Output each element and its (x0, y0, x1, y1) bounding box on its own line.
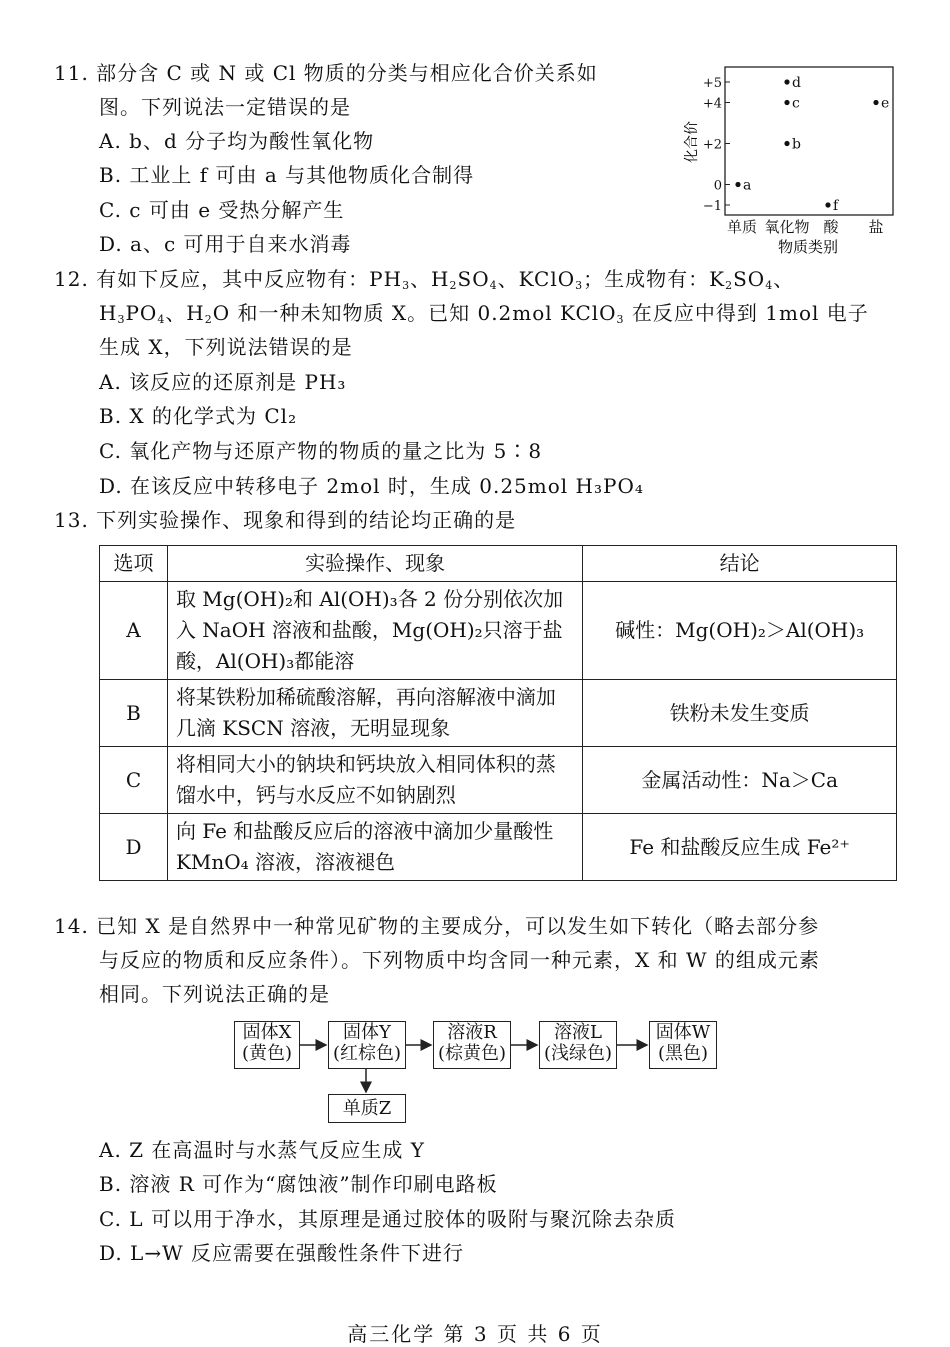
data-point-label: d (792, 75, 801, 91)
q11-option-a: A. b、d 分子均为酸性氧化物 (99, 129, 375, 153)
box-l-color: (浅绿色) (543, 1043, 613, 1064)
q14-option-b: B. 溶液 R 可作为“腐蚀液”制作印刷电路板 (99, 1172, 498, 1196)
data-point-label: e (881, 95, 890, 112)
row-option: D (100, 814, 168, 881)
header-conclusion: 结论 (583, 546, 897, 582)
row-operation: 将相同大小的钠块和钙块放入相同体积的蒸馏水中，钙与水反应不如钠剧烈 (167, 747, 582, 814)
x-category-label: 氧化物 (764, 218, 810, 236)
x-category-label: 盐 (868, 218, 884, 236)
box-element-z: 单质Z (328, 1094, 406, 1123)
box-y-color: (红棕色) (332, 1043, 402, 1064)
q11-stem-line1: 11. 部分含 C 或 N 或 Cl 物质的分类与相应化合价关系如 (54, 61, 598, 85)
data-point-label: c (792, 95, 800, 112)
box-y-name: 固体Y (343, 1022, 391, 1043)
y-tick-label: +5 (702, 76, 722, 91)
q14-option-a: A. Z 在高温时与水蒸气反应生成 Y (99, 1138, 425, 1162)
data-point-label: b (792, 136, 801, 153)
x-category-label: 酸 (823, 218, 839, 236)
box-w-color: (黑色) (657, 1043, 709, 1064)
box-x-color: (黄色) (241, 1043, 293, 1064)
page-footer: 高三化学 第 3 页 共 6 页 (347, 1322, 603, 1346)
q12-stem-line2: $H_3PO_4$、$H_2O$ 和一种未知物质 X。已知 0.2mol KClO$_3$ 在反应中得到 1mol 电子 (99, 301, 869, 326)
row-option: C (100, 747, 168, 814)
q11-option-c: C. c 可由 e 受热分解产生 (99, 198, 345, 222)
row-conclusion: Fe 和盐酸反应生成 Fe²⁺ (583, 814, 897, 881)
box-r-color: (棕黄色) (437, 1043, 507, 1064)
q12-line1-text: 12. 有如下反应，其中反应物有：PH (54, 267, 403, 291)
row-operation: 向 Fe 和盐酸反应后的溶液中滴加少量酸性 KMnO₄ 溶液，溶液褪色 (167, 814, 582, 881)
row-conclusion: 碱性：Mg(OH)₂＞Al(OH)₃ (583, 582, 897, 680)
q11-stem-line2: 图。下列说法一定错误的是 (99, 95, 351, 119)
box-x-name: 固体X (242, 1022, 292, 1043)
row-option: B (100, 680, 168, 747)
row-conclusion: 铁粉未发生变质 (583, 680, 897, 747)
box-r-name: 溶液R (447, 1022, 497, 1043)
q14-stem-line3: 相同。下列说法正确的是 (99, 982, 330, 1006)
q12-option-b: B. X 的化学式为 Cl₂ (99, 404, 298, 428)
y-tick-label: +4 (702, 96, 722, 112)
data-point-label: a (743, 177, 752, 194)
q14-stem-line1: 14. 已知 X 是自然界中一种常见矿物的主要成分，可以发生如下转化（略去部分参 (54, 914, 820, 938)
row-option: A (100, 582, 168, 680)
y-tick-label: +2 (702, 137, 722, 153)
header-option: 选项 (100, 546, 168, 582)
q12-option-d: D. 在该反应中转移电子 2mol 时，生成 0.25mol H₃PO₄ (99, 474, 644, 498)
q12-line2-text: H (99, 301, 118, 325)
row-operation: 取 Mg(OH)₂和 Al(OH)₃各 2 份分别依次加入 NaOH 溶液和盐酸，Mg(OH)₂只溶于盐酸，Al(OH)₃都能溶 (167, 582, 582, 680)
q14-option-c: C. L 可以用于净水，其原理是通过胶体的吸附与聚沉除去杂质 (99, 1207, 676, 1231)
row-operation: 将某铁粉加稀硫酸溶解，再向溶解液中滴加几滴 KSCN 溶液，无明显现象 (167, 680, 582, 747)
q12-stem-line3: 生成 X，下列说法错误的是 (99, 335, 353, 359)
box-l-name: 溶液L (554, 1022, 602, 1043)
box-w-name: 固体W (655, 1022, 711, 1043)
q11-option-d: D. a、c 可用于自来水消毒 (99, 232, 352, 256)
data-point-label: f (833, 198, 839, 214)
y-tick-label: −1 (702, 199, 722, 214)
chart-xlabel: 物质类别 (777, 238, 839, 256)
q14-option-d: D. L→W 反应需要在强酸性条件下进行 (99, 1241, 464, 1265)
header-operation: 实验操作、现象 (167, 546, 582, 582)
q11-option-b: B. 工业上 f 可由 a 与其他物质化合制得 (99, 163, 475, 187)
q12-option-c: C. 氧化产物与还原产物的物质的量之比为 5∶8 (99, 439, 543, 463)
chart-ylabel: 化合价 (684, 121, 700, 163)
row-conclusion: 金属活动性：Na＞Ca (583, 747, 897, 814)
q12-option-a: A. 该反应的还原剂是 PH₃ (99, 370, 347, 394)
q14-stem-line2: 与反应的物质和反应条件）。下列物质中均含同一种元素，X 和 W 的组成元素 (99, 948, 820, 972)
q12-stem-line1: 12. 有如下反应，其中反应物有：$PH_3$、$H_2SO_4$、KClO$_3$；生成物有：$K_2SO_4$、 (54, 267, 795, 292)
x-category-label: 单质 (726, 218, 758, 236)
y-tick-label: 0 (713, 178, 722, 194)
q13-stem: 13. 下列实验操作、现象和得到的结论均正确的是 (54, 508, 517, 532)
